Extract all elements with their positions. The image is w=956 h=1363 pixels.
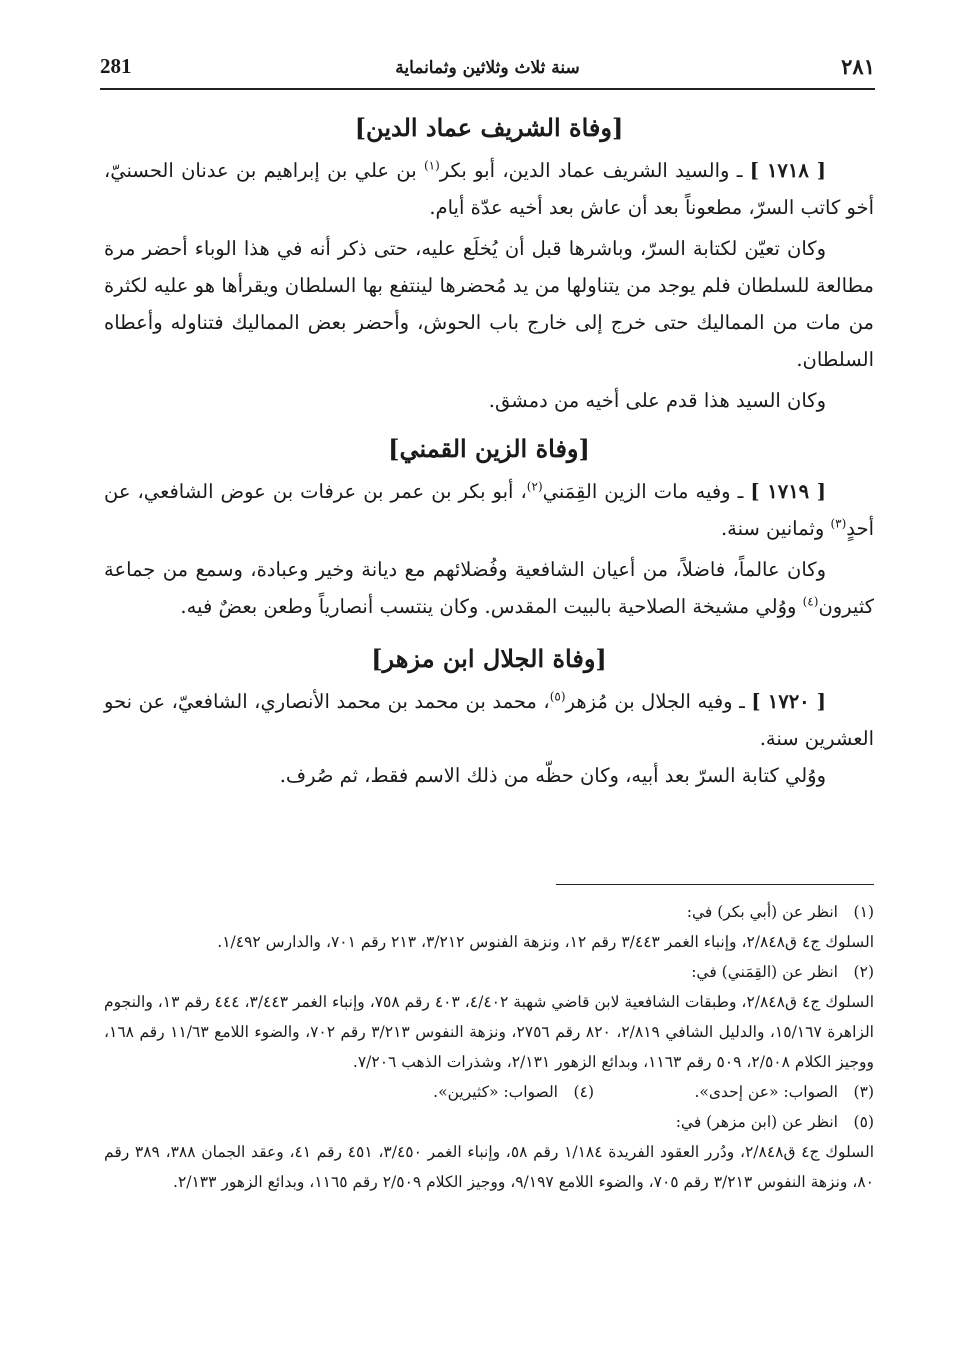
footnote-number: (٤) <box>573 1083 594 1101</box>
entry-paragraph <box>104 152 874 226</box>
footnote <box>594 1077 874 1107</box>
footnote-rule <box>556 884 874 885</box>
entry-number: [ ١٧١٨ ] <box>749 159 827 182</box>
footnote-marker: (٥) <box>549 689 566 704</box>
footnote-head: انظر عن (ابن مزهر) في: <box>675 1113 838 1131</box>
footnote <box>104 1107 874 1137</box>
entry-lead: ـ وفيه مات الزين القِمَني <box>542 480 751 503</box>
page-number-arabic: ٢٨١ <box>841 54 875 79</box>
footnotes <box>104 884 874 1197</box>
footnote-text: السلوك ج٤ ق٢/٨٤٨، ودُرر العقود الفريدة ١/١٨٤ رقم ٥٨، وإنباء الغمر ٣/٤٥٠، ٤٥١ رقم ٤١، وعقد الجمان ٣٨٨، ٣٨٩ رقم ٨٠، ونزهة النفوس ٣/٢١٣ رقم ٧٠٥، والضوء اللامع ٩/١٩٧، ووجيز الكلام ٢/٥٠٩ رقم ١١٦٥، وبدائع الزهور ٢/١٣٣. <box>104 1143 874 1191</box>
entry-text: بن علي بن إبراهيم بن عدنان الحسنيّ، أخو كاتب السرّ، مطعوناً بعد أن عاش بعد أخيه عدّة أيام. <box>104 159 874 219</box>
footnote-marker: (١) <box>423 158 440 173</box>
footnote-text: الصواب: «كثيرين». <box>433 1083 558 1101</box>
footnote-text: الصواب: «عن إحدى». <box>694 1083 838 1101</box>
footnote-head: انظر عن (أبي بكر) في: <box>686 903 838 921</box>
section-heading: [وفاة الجلال ابن مزهر] <box>371 644 607 673</box>
page-number-latin: 281 <box>100 54 132 78</box>
footnote-text: السلوك ج٤ ق٢/٨٤٨، وطبقات الشافعية لابن قاضي شهبة ٤/٤٠٢، ٤٠٣ رقم ٧٥٨، وإنباء الغمر ٣/٤٤٣، ٤٤٤ رقم ١٣، والنجوم الزاهرة ١٥/١٦٧، والدليل الشافي ٢/٨١٩، ٨٢٠ رقم ٢٧٥٦، ونزهة النفوس ٣/٢١٣ رقم ٧٠٢، والضوء اللامع ١١/٦٣ رقم ١٦٨، ووجيز الكلام ٢/٥٠٨، ٥٠٩ رقم ١١٦٣، وبدائع الزهور ٢/١٣١، وشذرات الذهب ٧/٢٠٦. <box>104 993 875 1071</box>
footnote-head: انظر عن (القِمَني) في: <box>691 963 838 981</box>
footnote-text: السلوك ج٤ ق٢/٨٤٨، وإنباء الغمر ٣/٤٤٣ رقم ١٢، ونزهة الفنوس ٣/٢١٢، ٢١٣ رقم ٧٠١، والدارس ١/٤٩٢. <box>217 933 874 951</box>
main-text <box>104 104 874 794</box>
footnote-number: (٥) <box>853 1113 874 1131</box>
footnote-pair <box>104 1077 874 1107</box>
section-heading: [وفاة الزين القمني] <box>388 434 590 463</box>
entry-paragraph <box>104 473 874 547</box>
entry-text: وثمانين سنة. <box>720 517 831 540</box>
section-heading: [وفاة الشريف عماد الدين] <box>354 113 624 142</box>
footnote <box>104 957 874 987</box>
entry-number: [ ١٧٢٠ ] <box>751 690 827 713</box>
footnote-number: (٣) <box>853 1083 874 1101</box>
page-header <box>100 52 875 90</box>
paragraph-text: ووُلي مشيخة الصلاحية بالبيت المقدس. وكان ينتسب أنصارياً وطعن بعضٌ فيه. <box>180 595 797 618</box>
entry-lead: ـ وفيه الجلال بن مُزهر <box>565 690 752 713</box>
entry-paragraph <box>104 683 874 757</box>
footnote-number: (٢) <box>853 963 874 981</box>
paragraph: ووُلي كتابة السرّ بعد أبيه، وكان حظّه من ذلك الاسم فقط، ثم صُرف. <box>279 764 826 787</box>
running-title: سنة ثلاث وثلاثين وثمانماية <box>395 58 580 78</box>
entry-lead: ـ والسيد الشريف عماد الدين، أبو بكر <box>439 159 750 182</box>
footnote-number: (١) <box>853 903 874 921</box>
paragraph: وكان تعيّن لكتابة السرّ، وباشرها قبل أن يُخلَع عليه، حتى ذكر أنه في هذا الوباء أحضر مرة مطالعة للسلطان فلم يوجد من يتناولها من يد مُحضرها لينتفع بها السلطان ويقرأها هو عليه لكثرة من مات من المماليك حتى خرج إلى خارج باب الحوش، وأحضر بعض المماليك فتناوله وأعطاه السلطان. <box>104 237 874 371</box>
footnote-marker: (٢) <box>526 479 543 494</box>
header-rule <box>100 88 875 90</box>
paragraph: وكان السيد هذا قدم على أخيه من دمشق. <box>488 389 826 412</box>
entry-number: [ ١٧١٩ ] <box>750 480 827 503</box>
paragraph-text: وكان عالماً، فاضلاً، من أعيان الشافعية وفُضلائهم مع ديانة وخير وعبادة، وسمع من جماعة كثيرون <box>104 558 874 618</box>
footnote <box>314 1077 594 1107</box>
paragraph <box>104 551 874 625</box>
footnote <box>104 897 874 927</box>
footnote-marker: (٤) <box>802 594 819 609</box>
footnote-marker: (٣) <box>830 516 847 531</box>
entry-text: ، محمد بن محمد بن محمد الأنصاري، الشافعيّ، عن نحو العشرين سنة. <box>104 690 874 750</box>
entry-text: ، أبو بكر بن عمر بن عرفات بن عوض الشافعي، عن أحدٍ <box>104 480 874 540</box>
